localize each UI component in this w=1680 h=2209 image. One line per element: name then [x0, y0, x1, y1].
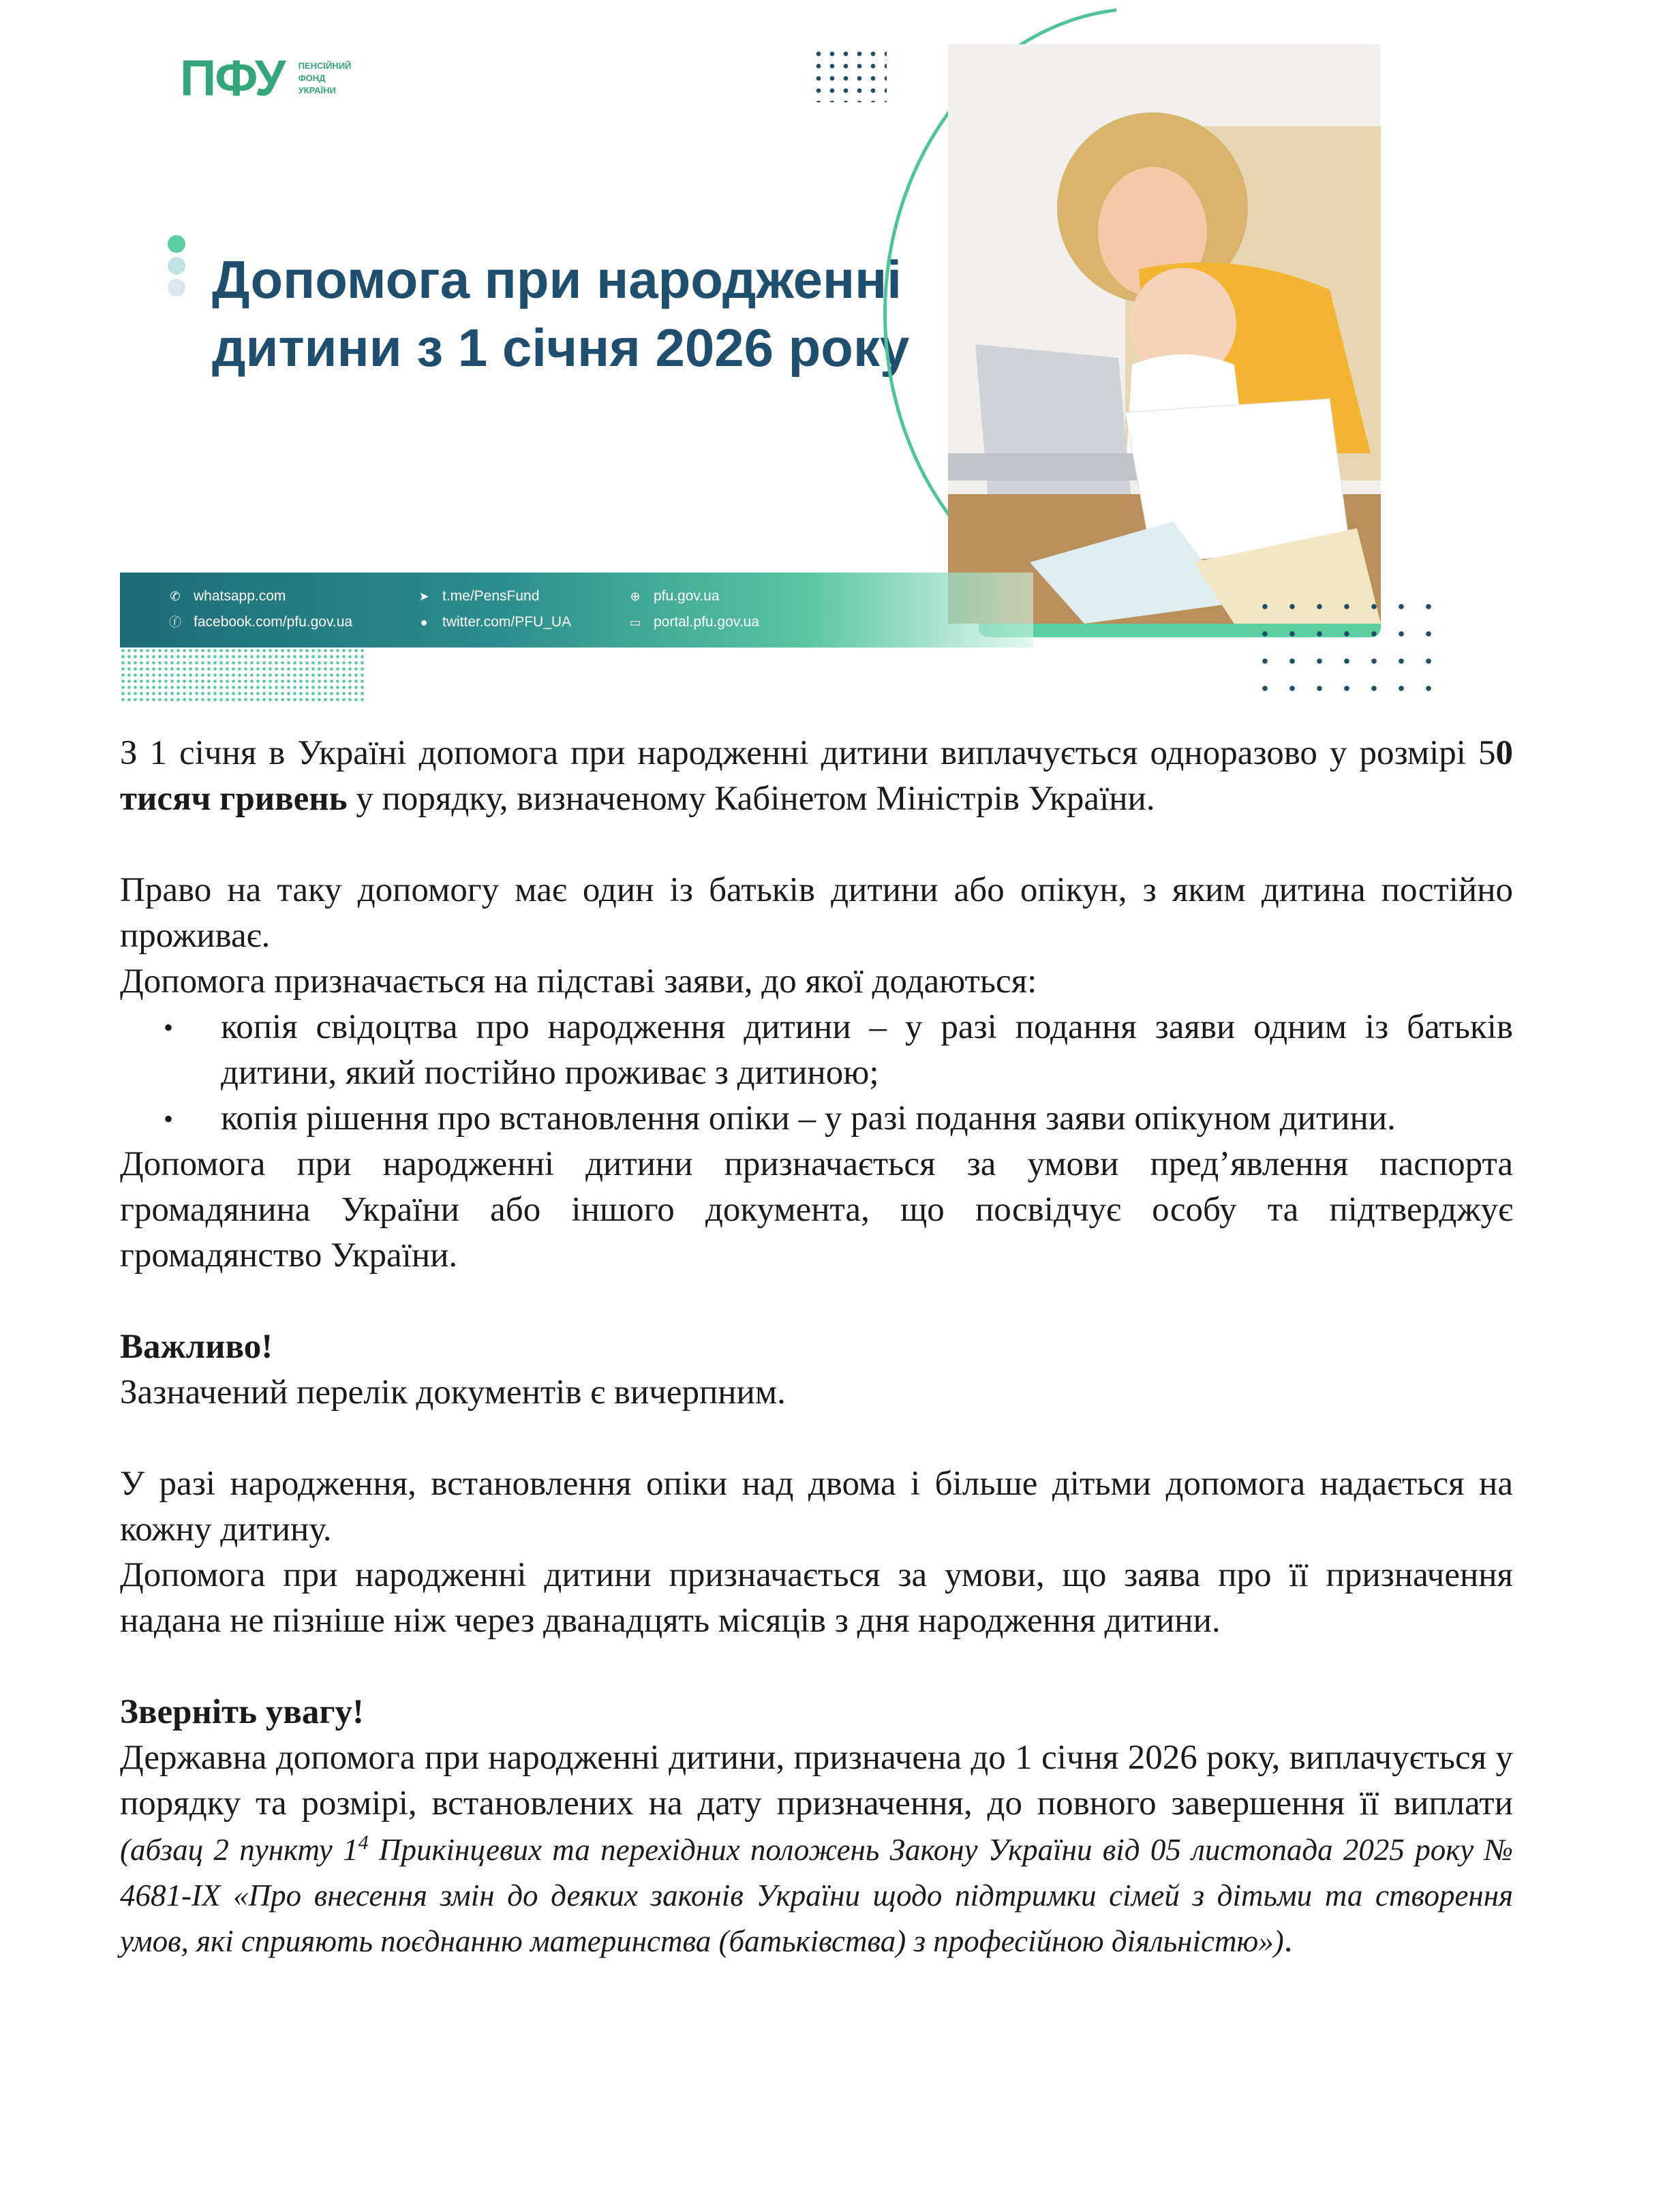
contact-item[interactable]: [416, 609, 571, 635]
article-body: [120, 731, 1513, 1964]
attention-heading: [120, 1690, 1513, 1735]
decorative-pattern: [120, 648, 365, 702]
text-run: Прикінцевих та перехідних положень Закону України від 05 листопада 2025 року № 4681-IX «Про внесення змін до деяких законів України щодо підтримки сімей з дітьми та створення умов, які сприяють поєднанню материнства (батьківства) з професійною діяльністю»): [120, 1833, 1514, 1958]
heading-text: Зверніть увагу!: [120, 1693, 364, 1731]
title-bullets: [168, 235, 185, 301]
contacts-column: [416, 583, 571, 635]
logo-line: ФОНД: [298, 73, 326, 83]
contact-text: portal.pfu.gov.ua: [654, 614, 759, 630]
heading-text: Важливо!: [120, 1328, 273, 1366]
whatsapp-icon: ✆: [170, 590, 181, 603]
paragraph-application: Допомога призначається на підставі заяви, до якої додаються:: [120, 962, 1037, 1001]
bullet-dot: [168, 235, 185, 253]
contacts-column: [168, 583, 352, 635]
logo-caption: [299, 60, 373, 97]
contact-text: facebook.com/pfu.gov.ua: [194, 614, 353, 630]
text-run: .: [1283, 1921, 1293, 1960]
contact-item[interactable]: [168, 609, 352, 635]
pfu-logo: [180, 50, 373, 106]
contact-item[interactable]: [628, 583, 759, 609]
spacer: [120, 1644, 1513, 1690]
paragraph-eligibility: Право на таку допомогу має один із батьків дитини або опікун, з яким дитина постійно проживає.: [120, 871, 1513, 955]
text-run: (абзац 2 пункту 1: [120, 1833, 358, 1867]
bullet-dot: [168, 257, 185, 275]
spacer: [120, 1279, 1513, 1324]
text-run: З 1 січня в Україні допомога при народженні дитини виплачується одноразово у розмірі 5: [120, 734, 1496, 772]
banner: [120, 20, 1449, 702]
contact-text: whatsapp.com: [194, 588, 286, 604]
contact-text: pfu.gov.ua: [654, 588, 720, 604]
facebook-icon: ⓕ: [169, 615, 181, 629]
contact-text: twitter.com/PFU_UA: [442, 614, 572, 630]
paragraph-deadline: Допомога при народженні дитини призначається за умови, що заява про її призначення надана не пізніше ніж через дванадцять місяців з дня народження дитини.: [120, 1556, 1513, 1640]
spacer: [120, 822, 1513, 868]
logo-line: ПЕНСІЙНИЙ: [298, 61, 352, 71]
mother-with-baby-photo: [948, 44, 1381, 624]
paragraph-passport: Допомога при народженні дитини призначається за умови пред’явлення паспорта громадянина України або іншого документа, що посвідчує особу та підтверджує громадянство України.: [120, 1145, 1513, 1275]
law-reference: [120, 1833, 1513, 1958]
spacer: [120, 1416, 1513, 1461]
superscript: 4: [358, 1831, 369, 1854]
telegram-icon: ➤: [418, 590, 429, 603]
contacts-column: [628, 583, 759, 635]
important-heading: [120, 1324, 1513, 1370]
text-run: у порядку, визначеному Кабінетом Міністрів України.: [347, 780, 1155, 818]
banner-title: Допомога при народженні дитини з 1 січня 2026 року: [212, 249, 910, 378]
paragraph-exhaustive: Зазначений перелік документів є вичерпним.: [120, 1373, 786, 1412]
logo-mark: ПФУ: [180, 50, 285, 106]
decorative-dots: [812, 48, 887, 102]
paragraph-amount: [120, 731, 1513, 822]
bullet-dot: [168, 279, 185, 296]
contact-item[interactable]: [416, 583, 571, 609]
paragraph-legacy-payments: [120, 1735, 1513, 1964]
contact-item[interactable]: [628, 609, 759, 635]
list-item: • копія рішення про встановлення опіки – у разі подання заяви опікуном дитини.: [221, 1096, 1513, 1142]
list-item: • копія свідоцтва про народження дитини – у разі подання заяви одним із батьків дитини, який постійно проживає з дитиною;: [221, 1005, 1513, 1096]
decorative-dots: [1251, 593, 1435, 709]
text-run: Державна допомога при народженні дитини, призначена до 1 січня 2026 року, виплачується у порядку та розмірі, встановлених на дату призначення, до повного завершення її виплати: [120, 1739, 1513, 1823]
amount-bold: 0 тисяч гривень: [120, 734, 1513, 818]
logo-line: УКРАЇНИ: [298, 85, 336, 95]
globe-icon: ⊕: [630, 590, 641, 603]
twitter-icon: ●: [420, 615, 428, 629]
paragraph-multiple-children: У разі народження, встановлення опіки над двома і більше дітьми допомога надається на кожну дитину.: [120, 1465, 1513, 1549]
photo-illustration: [948, 44, 1381, 624]
contact-item[interactable]: [168, 583, 352, 609]
documents-list: [120, 1005, 1513, 1142]
contacts-bar: [120, 573, 1033, 648]
portal-icon: ▭: [629, 615, 641, 629]
contact-text: t.me/PensFund: [442, 588, 540, 604]
